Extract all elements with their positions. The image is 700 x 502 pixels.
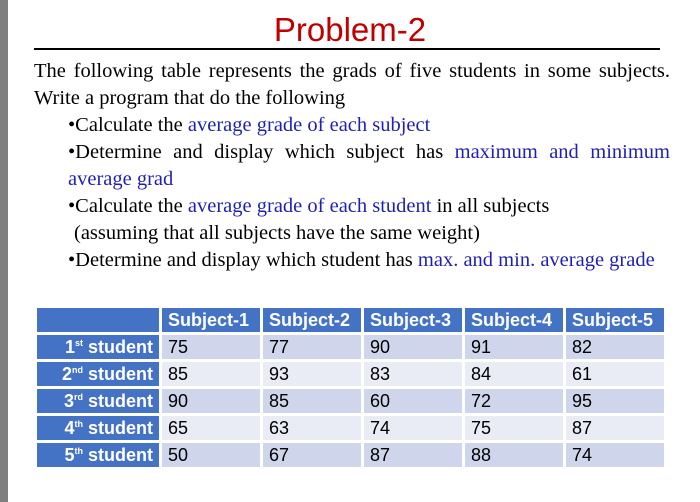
table-cell: 65 [162, 416, 260, 440]
table-cell: 95 [566, 389, 664, 413]
left-edge-bar [0, 0, 8, 502]
table-corner-cell [37, 308, 159, 332]
table-row [37, 335, 664, 359]
table-cell: 87 [364, 443, 462, 467]
header-subject-3: Subject-3 [364, 308, 462, 332]
row-label: 2nd student [37, 362, 159, 386]
grades-table [34, 305, 667, 470]
table-cell: 90 [162, 389, 260, 413]
intro-paragraph: The following table represents the grads of five students in some subjects. Write a program that do the following [34, 60, 670, 109]
bullet-3-highlight: average grade of each student [187, 195, 432, 217]
bullet-1: •Calculate the average grade of each subject [68, 114, 431, 136]
table-cell: 83 [364, 362, 462, 386]
header-subject-4: Subject-4 [465, 308, 563, 332]
page-title: Problem-2 [273, 11, 427, 48]
table-cell: 87 [566, 416, 664, 440]
header-subject-1: Subject-1 [162, 308, 260, 332]
table-cell: 72 [465, 389, 563, 413]
table-cell: 85 [263, 389, 361, 413]
table-cell: 82 [566, 335, 664, 359]
bullet-2: •Determine and display which subject has maximum and minimum average grad [68, 141, 670, 190]
table-cell: 85 [162, 362, 260, 386]
table-cell: 88 [465, 443, 563, 467]
table-cell: 60 [364, 389, 462, 413]
table-cell: 61 [566, 362, 664, 386]
table-cell: 75 [465, 416, 563, 440]
row-label: 3rd student [37, 389, 159, 413]
table-cell: 93 [263, 362, 361, 386]
table-cell: 63 [263, 416, 361, 440]
table-cell: 90 [364, 335, 462, 359]
table-cell: 50 [162, 443, 260, 467]
table-cell: 77 [263, 335, 361, 359]
table-row [37, 389, 664, 413]
table-cell: 91 [465, 335, 563, 359]
table-header-row [37, 308, 664, 332]
bullet-4: •Determine and display which student has max. and min. average grade [68, 249, 655, 271]
table-row [37, 362, 664, 386]
table-cell: 74 [364, 416, 462, 440]
bullet-1-highlight: average grade of each subject [187, 114, 431, 136]
table-row [37, 416, 664, 440]
header-subject-2: Subject-2 [263, 308, 361, 332]
bullet-2-highlight: maximum and minimum average grad [68, 141, 670, 190]
problem-text [34, 58, 670, 274]
row-label: 4th student [37, 416, 159, 440]
row-label: 1st student [37, 335, 159, 359]
bullet-3: •Calculate the average grade of each student in all subjects (assuming that all subjects have the same weight) [68, 193, 670, 247]
header-subject-5: Subject-5 [566, 308, 664, 332]
table-row [37, 443, 664, 467]
table-cell: 67 [263, 443, 361, 467]
table-cell: 84 [465, 362, 563, 386]
title-underline [34, 48, 660, 50]
row-label: 5th student [37, 443, 159, 467]
table-cell: 75 [162, 335, 260, 359]
bullet-3-line2: (assuming that all subjects have the same weight) [74, 222, 480, 244]
table-cell: 74 [566, 443, 664, 467]
bullet-4-highlight: max. and min. average grade [417, 249, 655, 271]
